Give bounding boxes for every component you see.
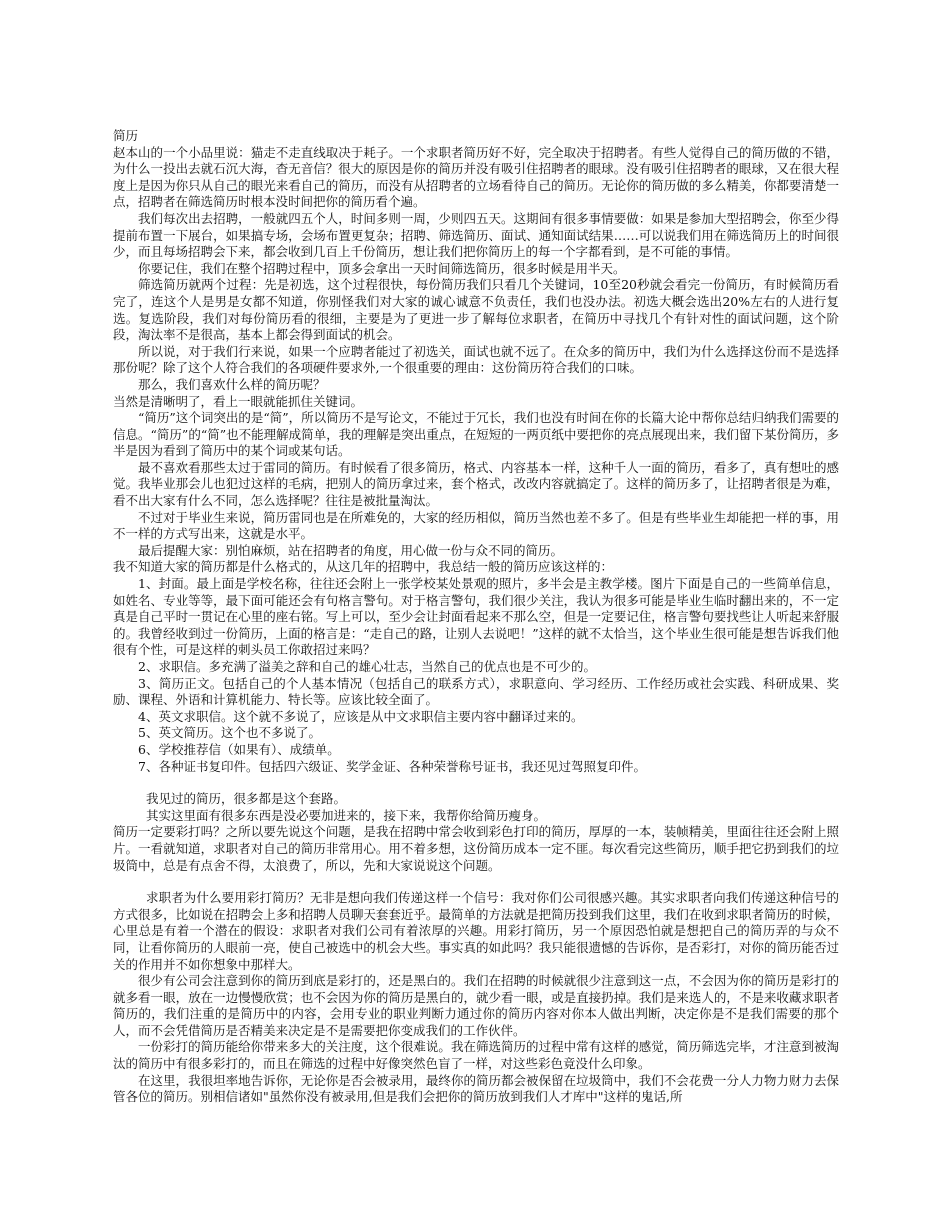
- paragraph: 我不知道大家的简历都是什么格式的，从这几年的招聘中，我总结一般的简历应该这样的：: [113, 559, 614, 575]
- paragraph: 3、简历正文。包括自己的个人基本情况（包括自己的联系方式），求职意向、学习经历、工作经历或社会实践、科研成果、奖励、课程、外语和计算机能力、特长等。应该比较全面了。: [113, 675, 839, 708]
- paragraph: 最不喜欢看那些太过于雷同的简历。有时候看了很多简历，格式、内容基本一样，这种千人一面的简历，看多了，真有想吐的感觉。我毕业那会儿也犯过这样的毛病，把别人的简历拿过来，套个格式，改改内容就搞定了。这样的简历多了，让招聘者很是为难，看不出大家有什么不同，怎么选择呢？往往是被批量淘汰。: [113, 459, 839, 509]
- paragraph: 赵本山的一个小品里说：猫走不走直线取决于耗子。一个求职者简历好不好，完全取决于招聘者。有些人觉得自己的简历做的不错，为什么一投出去就石沉大海，杳无音信？很大的原因是你的简历并没有吸引住招聘者的眼球。没有吸引住招聘者的眼球，又在很大程度上是因为你只从自己的眼光来看自己的简历，而没有从招聘者的立场看待自己的简历。无论你的简历做的多么精美，你都要清楚一点，招聘者在筛选简历时根本没时间把你的简历看个遍。: [113, 144, 839, 210]
- paragraph: 很少有公司会注意到你的简历到底是彩打的，还是黑白的。我们在招聘的时候就很少注意到这一点，不会因为你的简历是彩打的就多看一眼，放在一边慢慢欣赏；也不会因为你的简历是黑白的，就少看一眼，或是直接扔掉。我们是来选人的，不是来收藏求职者简历的，我们注重的是简历中的内容，会用专业的职业判断力通过你的简历内容对你本人做出判断，决定你是不是我们需要的那个人，而不会凭借简历是否精美来决定是不是需要把你变成我们的工作伙伴。: [113, 973, 839, 1038]
- paragraph: 4、英文求职信。这个就不多说了，应该是从中文求职信主要内容中翻译过来的。: [138, 708, 584, 724]
- paragraph: 1、封面。最上面是学校名称，往往还会附上一张学校某处景观的照片，多半会是主教学楼。图片下面是自己的一些简单信息，如姓名、专业等等，最下面可能还会有句格言警句。对于格言警句，我们很少关注，我认为很多可能是毕业生临时翻出来的，不一定真是自己平时一贯记在心里的座右铭。写上可以，至少会让封面看起来不那么空，但是一定要记住，格言警句要找些让人听起来舒服的。我曾经收到过一份简历，上面的格言是：“走自己的路，让别人去说吧！”这样的就不太恰当，这个毕业生很可能是想告诉我们他很有个性，可是这样的刺头员工你敢招过来吗？: [113, 576, 839, 658]
- paragraph: 求职者为什么要用彩打简历？无非是想向我们传递这样一个信号：我对你们公司很感兴趣。其实求职者向我们传递这种信号的方式很多，比如说在招聘会上多和招聘人员聊天套套近乎。最简单的方法就是把简历投到我们这里，我们在收到求职者简历的时候，心里总是有着一个潜在的假设：求职者对我们公司有着浓厚的兴趣。用彩打简历，另一个原因恐怕就是想把自己的简历弄的与众不同，让看你简历的人眼前一亮，使自己被选中的机会大些。事实真的如此吗？我只能很遗憾的告诉你，是否彩打，对你的简历能否过关的作用并不如你想象中那样大。: [113, 890, 839, 972]
- paragraph: 你要记住，我们在整个招聘过程中，顶多会拿出一天时间筛选简历，很多时候是用半天。: [138, 260, 626, 276]
- paragraph-gap: [113, 775, 839, 791]
- paragraph: 最后提醒大家：别怕麻烦，站在招聘者的角度，用心做一份与众不同的简历。: [138, 542, 564, 558]
- paragraph: 5、英文简历。这个也不多说了。: [138, 725, 321, 741]
- document-body: [113, 145, 839, 1106]
- paragraph-gap: [113, 874, 839, 890]
- paragraph: 我见过的简历，很多都是这个套路。: [146, 791, 347, 807]
- paragraph: 筛选简历就两个过程：先是初选，这个过程很快，每份简历我们只看几个关键词，10至20秒就会看完一份简历，有时候简历看完了，连这个人是男是女都不知道，你别怪我们对大家的诚心诚意不负责任，我们也没办法。初选大概会选出20%左右的人进行复选。复选阶段，我们对每份简历看的很细，主要是为了更进一步了解每位求职者，在简历中寻找几个有针对性的面试问题，这个阶段，淘汰率不是很高，基本上都会得到面试的机会。: [113, 277, 839, 343]
- document-page: [113, 128, 839, 1106]
- paragraph: 当然是清晰明了，看上一眼就能抓住关键词。: [113, 393, 364, 409]
- paragraph: 6、学校推荐信（如果有）、成绩单。: [138, 741, 340, 757]
- paragraph: 7、各种证书复印件。包括四六级证、奖学金证、各种荣誉称号证书，我还见过驾照复印件。: [138, 758, 646, 774]
- paragraph: 2、求职信。多充满了溢美之辞和自己的雄心壮志，当然自己的优点也是不可少的。: [138, 659, 596, 674]
- paragraph: 我们每次出去招聘，一般就四五个人，时间多则一周，少则四五天。这期间有很多事情要做：如果是参加大型招聘会，你至少得提前布置一下展台，如果搞专场，会场布置更复杂；招聘、筛选简历、面试、通知面试结果……可以说我们用在筛选简历上的时间很少，而且每场招聘会下来，都会收到几百上千份简历，想让我们把你简历上的每一个字都看到，是不可能的事情。: [113, 210, 839, 260]
- paragraph: 简历一定要彩打吗？之所以要先说这个问题，是我在招聘中常会收到彩色打印的简历，厚厚的一本，装帧精美，里面往往还会附上照片。一看就知道，求职者对自己的简历非常用心。用不着多想，这份简历成本一定不匪。每次看完这些简历，顺手把它扔到我们的垃圾筒中，总是有点舍不得，太浪费了，所以，先和大家说说这个问题。: [113, 824, 839, 873]
- paragraph: 不过对于毕业生来说，简历雷同也是在所难免的，大家的经历相似，简历当然也差不多了。但是有些毕业生却能把一样的事，用不一样的方式写出来，这就是水平。: [113, 509, 839, 542]
- paragraph: “简历”这个词突出的是“简”，所以简历不是写论文，不能过于冗长，我们也没有时间在你的长篇大论中帮你总结归纳我们需要的信息。“简历”的“简”也不能理解成简单，我的理解是突出重点，在短短的一两页纸中要把你的亮点展现出来，我们留下某份简历，多半是因为看到了简历中的某个词或某句话。: [113, 410, 839, 459]
- paragraph: 一份彩打的简历能给你带来多大的关注度，这个很难说。我在筛选简历的过程中常有这样的感觉，简历筛选完毕，才注意到被淘汰的简历中有很多彩打的，而且在筛选的过程中好像突然色盲了一样，对这些彩色竟没什么印象。: [113, 1039, 839, 1072]
- paragraph: 那么，我们喜欢什么样的简历呢？: [138, 376, 326, 392]
- paragraph: 其实这里面有很多东西是没必要加进来的，接下来，我帮你给简历瘦身。: [146, 807, 547, 823]
- document-title: 简历: [113, 128, 139, 143]
- paragraph: 所以说，对于我们行来说，如果一个应聘者能过了初选关，面试也就不远了。在众多的简历中，我们为什么选择这份而不是选择那份呢？除了这个人符合我们的各项硬件要求外,一个很重要的理由：这份简历符合我们的口味。: [113, 343, 839, 376]
- paragraph: 在这里，我很坦率地告诉你，无论你是否会被录用，最终你的简历都会被保留在垃圾筒中，我们不会花费一分人力物力财力去保管各位的简历。别相信诸如"虽然你没有被录用,但是我们会把你的简历放到我们人才库中"这样的鬼话,所: [113, 1072, 839, 1105]
